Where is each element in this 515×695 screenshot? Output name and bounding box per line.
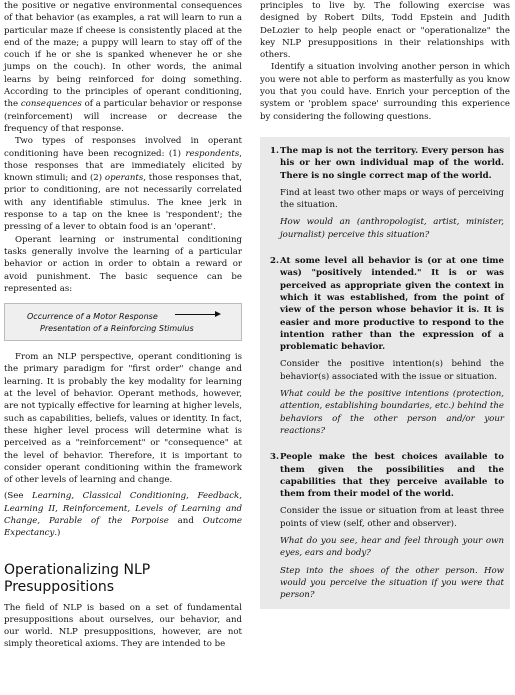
list-item: [270, 145, 504, 241]
item-question: What do you see, hear and feel through your own eyes, ears and body?: [280, 535, 504, 559]
left-column: [4, 0, 242, 651]
paragraph-principles: principles to live by. The following exercise was designed by Robert Dilts, Todd Epstein and Judith DeLozier to help people enact or "operationalize" the key NLP presuppositions in their relationships with others.: [260, 1, 510, 61]
presuppositions-exercise-box: [260, 137, 510, 610]
item-question: Step into the shoes of the other person. How would you perceive the situation if you were that person?: [280, 565, 504, 601]
item-instruction: Find at least two other maps or ways of perceiving the situation.: [280, 187, 504, 211]
paragraph-response-types: Two types of responses involved in operant conditioning have been recognized: (1) respondents, those responses that are immediately elicited by known stimuli; and (2) operants, those responses that, prior to conditioning, are not necessarily correlated with any identifiable stimulus. The knee jerk in response to a tap on the knee is 'respondent'; the pressing of a lever to obtain food is an 'operant'.: [4, 136, 242, 233]
paragraph-identify-situation: Identify a situation involving another person in which you were not able to perform as masterfully as you know you that you could have. Enrich your perception of the system or 'problem space' surrounding this experience by considering the following questions.: [260, 62, 510, 122]
item-instruction: Consider the issue or situation from at least three points of view (self, other and observer).: [280, 506, 504, 529]
see-also-reference: (See Learning, Classical Conditioning, Feedback, Learning II, Reinforcement, Levels of Learning and Change, Parable of the Porpoise and Outcome Expectancy.): [4, 491, 242, 539]
diagram-motor-response: Occurrence of a Motor Response: [27, 312, 158, 322]
section-heading: Operationalizing NLP Presuppositions: [4, 561, 151, 595]
item-heading: The map is not the territory. Every person has his or her own individual map of the world. There is no single correct map of the world.: [280, 145, 504, 181]
paragraph-nlp-perspective: From an NLP perspective, operant conditioning is the primary paradigm for "first order" change and learning. It is probably the key modality for learning at the level of behavior. Operant methods, however, are not typically effective for learning at higher levels, such as capabilities, beliefs, values or identity. In fact, these higher level process will determine what is perceived as a "reinforcement" or "consequence" at the level of behavior. Therefore, it is important to consider operant conditioning within the framework of other levels of learning and change.: [4, 352, 243, 486]
right-column: [260, 0, 510, 609]
item-heading: At some level all behavior is (or at one time was) "positively intended." It is or was perceived as appropriate given the context in which it was established, from the point of view of the person whose behavior it is. It is easier and more productive to respond to the intention rather than the expression of a problematic behavior.: [280, 256, 504, 353]
list-item: [270, 255, 504, 437]
right-arrow-icon: [175, 314, 219, 315]
paragraph-operant-consequences: the positive or negative environmental consequences of that behavior (as examples, a rat will learn to run a particular maze if cheese is consistently placed at the end of the maze; a puppy will learn to stay off of the couch if he or she is spanked whenever he or she jumps on the couch). In other words, the animal learns by being reinforced for doing something. According to the principles of operant conditioning, the consequences of a particular behavior or response (reinforcement) will increase or decrease the frequency of that response.: [4, 1, 242, 134]
conditioning-sequence-diagram: [4, 303, 242, 341]
list-item: [270, 451, 504, 601]
paragraph-presuppositions-intro: The field of NLP is based on a set of fundamental presuppositions about ourselves, our behavior, and our world. NLP presuppositions, however, are not simply theoretical axioms. They are intended to be: [4, 602, 242, 650]
item-number: 1.: [270, 145, 279, 156]
diagram-reinforcing-stimulus: Presentation of a Reinforcing Stimulus: [40, 324, 194, 334]
item-instruction: Consider the positive intention(s) behind the behavior(s) associated with the issue or situation.: [280, 359, 504, 382]
item-number: 2.: [270, 256, 279, 267]
item-question: How would an (anthropologist, artist, minister, journalist) perceive this situation?: [280, 217, 504, 240]
item-question: What could be the positive intentions (protection, attention, establishing boundaries, etc.) behind the behaviors of the other person and/or your reactions?: [280, 389, 504, 436]
paragraph-operant-learning: Operant learning or instrumental conditioning tasks generally involve the learning of a particular behavior or action in order to obtain a reward or avoid punishment. The basic sequence can be represented as:: [4, 234, 242, 294]
item-heading: People make the best choices available to them given the possibilities and the capabilities that they perceive available to them from their model of the world.: [280, 452, 504, 500]
item-number: 3.: [270, 452, 279, 463]
